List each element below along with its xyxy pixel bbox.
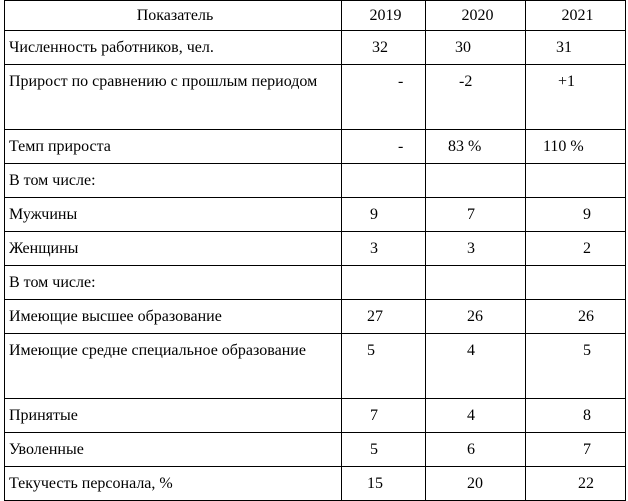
table-header-row (5, 1, 626, 31)
value-2019: 5 (342, 433, 426, 467)
value-2021: 22 (526, 467, 626, 501)
header-cell-2020: 2020 (426, 1, 526, 31)
row-label: Имеющие высшее образование (5, 300, 342, 334)
table-row (5, 65, 626, 130)
value-2019: 5 (342, 334, 426, 399)
row-label: Мужчины (5, 198, 342, 232)
row-label: Уволенные (5, 433, 342, 467)
value-2021: 8 (526, 399, 626, 433)
table-row (5, 467, 626, 501)
value-2020: 4 (426, 399, 526, 433)
row-label: Женщины (5, 232, 342, 266)
value-2021: +1 (526, 65, 626, 130)
value-2021: 31 (526, 31, 626, 65)
value-2020: 4 (426, 334, 526, 399)
value-2020: 26 (426, 300, 526, 334)
row-label: Темп прироста (5, 130, 342, 164)
value-2020: 7 (426, 198, 526, 232)
row-label: Численность работников, чел. (5, 31, 342, 65)
value-2019: 7 (342, 399, 426, 433)
table-row (5, 198, 626, 232)
table-row (5, 232, 626, 266)
value-2021 (526, 266, 626, 300)
value-2021: 5 (526, 334, 626, 399)
table-row (5, 164, 626, 198)
table-row (5, 433, 626, 467)
value-2020: 3 (426, 232, 526, 266)
table-row (5, 31, 626, 65)
row-label: В том числе: (5, 266, 342, 300)
row-label: В том числе: (5, 164, 342, 198)
value-2019: 27 (342, 300, 426, 334)
value-2021: 2 (526, 232, 626, 266)
value-2019: 32 (342, 31, 426, 65)
table-row (5, 266, 626, 300)
value-2020: 20 (426, 467, 526, 501)
value-2019 (342, 164, 426, 198)
value-2019: 3 (342, 232, 426, 266)
value-2020: 83 % (426, 130, 526, 164)
table-row (5, 300, 626, 334)
value-2021: 7 (526, 433, 626, 467)
table-row (5, 334, 626, 399)
header-cell-2021: 2021 (526, 1, 626, 31)
value-2020 (426, 266, 526, 300)
value-2021 (526, 164, 626, 198)
row-label: Текучесть персонала, % (5, 467, 342, 501)
value-2019 (342, 266, 426, 300)
value-2020: 6 (426, 433, 526, 467)
table-row (5, 130, 626, 164)
header-cell-2019: 2019 (342, 1, 426, 31)
value-2019: - (342, 65, 426, 130)
header-cell-indicator: Показатель (5, 1, 342, 31)
value-2020: -2 (426, 65, 526, 130)
table-row (5, 399, 626, 433)
row-label: Прирост по сравнению с прошлым периодом (5, 65, 342, 130)
value-2019: 15 (342, 467, 426, 501)
value-2021: 26 (526, 300, 626, 334)
row-label: Принятые (5, 399, 342, 433)
value-2019: 9 (342, 198, 426, 232)
value-2020 (426, 164, 526, 198)
value-2021: 110 % (526, 130, 626, 164)
value-2019: - (342, 130, 426, 164)
row-label: Имеющие средне специальное образование (5, 334, 342, 399)
value-2021: 9 (526, 198, 626, 232)
value-2020: 30 (426, 31, 526, 65)
personnel-indicators-table (4, 0, 626, 501)
